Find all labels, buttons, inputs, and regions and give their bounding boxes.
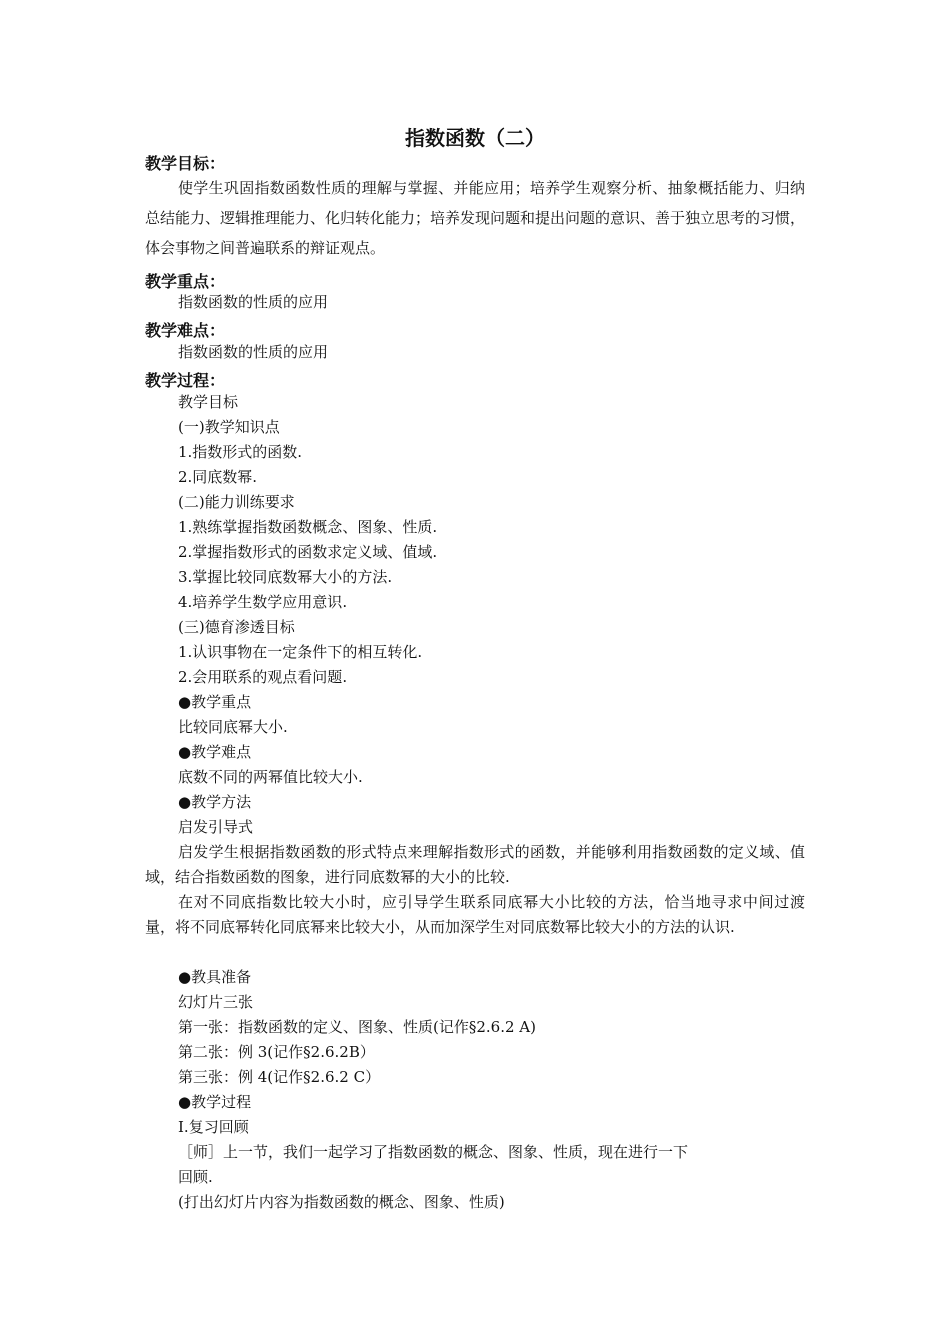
document-title: 指数函数（二）	[405, 126, 545, 150]
process-line: 启发引导式	[178, 818, 254, 836]
process-line: 1.熟练掌握指数函数概念、图象、性质.	[178, 518, 438, 536]
difficulty-text: 指数函数的性质的应用	[178, 343, 329, 361]
process-heading: 教学过程：	[145, 371, 226, 390]
process-line: 1.认识事物在一定条件下的相互转化.	[178, 643, 423, 661]
process-line: (三)德育渗透目标	[178, 618, 295, 636]
process-line: 2.会用联系的观点看问题.	[178, 668, 348, 686]
objectives-heading: 教学目标：	[145, 154, 226, 173]
process-line: (一)教学知识点	[178, 418, 280, 436]
process-line: ●教学方法	[178, 793, 252, 811]
process-line: 回顾.	[178, 1168, 213, 1186]
method-paragraph-1: 启发学生根据指数函数的形式特点来理解指数形式的函数，并能够利用指数函数的定义域、值域，结合指数函数的图象，进行同底数幂的大小的比较.	[145, 843, 805, 886]
process-line: Ⅰ.复习回顾	[178, 1118, 249, 1136]
process-line: ●教具准备	[178, 968, 252, 986]
key-point-text: 指数函数的性质的应用	[178, 293, 329, 311]
process-line: ●教学重点	[178, 693, 252, 711]
process-line: (二)能力训练要求	[178, 493, 295, 511]
method-paragraph-2: 在对不同底指数比较大小时，应引导学生联系同底幂大小比较的方法，恰当地寻求中间过渡量，将不同底幂转化同底幂来比较大小，从而加深学生对同底数幂比较大小的方法的认识.	[145, 893, 805, 936]
key-point-heading: 教学重点：	[145, 272, 226, 291]
process-line: 2.掌握指数形式的函数求定义域、值域.	[178, 543, 438, 561]
process-line: 2.同底数幂.	[178, 468, 258, 486]
process-line: ●教学难点	[178, 743, 252, 761]
process-line: 教学目标	[178, 393, 239, 411]
process-line: ●教学过程	[178, 1093, 252, 1111]
difficulty-heading: 教学难点：	[145, 321, 226, 340]
process-line: 3.掌握比较同底数幂大小的方法.	[178, 568, 393, 586]
process-line: 第二张：例 3(记作§2.6.2B）	[178, 1043, 375, 1061]
objectives-text: 使学生巩固指数函数性质的理解与掌握、并能应用；培养学生观察分析、抽象概括能力、归纳总结能力、逻辑推理能力、化归转化能力；培养发现问题和提出问题的意识、善于独立思考的习惯，体会事物之间普遍联系的辩证观点。	[145, 179, 806, 257]
process-line: 第一张：指数函数的定义、图象、性质(记作§2.6.2 A)	[178, 1018, 536, 1036]
process-line: (打出幻灯片内容为指数函数的概念、图象、性质)	[178, 1193, 505, 1211]
process-line: 第三张：例 4(记作§2.6.2 C）	[178, 1068, 381, 1086]
process-line: 1.指数形式的函数.	[178, 443, 303, 461]
process-line: 幻灯片三张	[178, 993, 254, 1011]
process-line: 4.培养学生数学应用意识.	[178, 593, 348, 611]
process-line: 底数不同的两幂值比较大小.	[178, 768, 363, 786]
process-line: ［师］上一节，我们一起学习了指数函数的概念、图象、性质，现在进行一下	[178, 1143, 689, 1161]
process-line: 比较同底幂大小.	[178, 718, 288, 736]
